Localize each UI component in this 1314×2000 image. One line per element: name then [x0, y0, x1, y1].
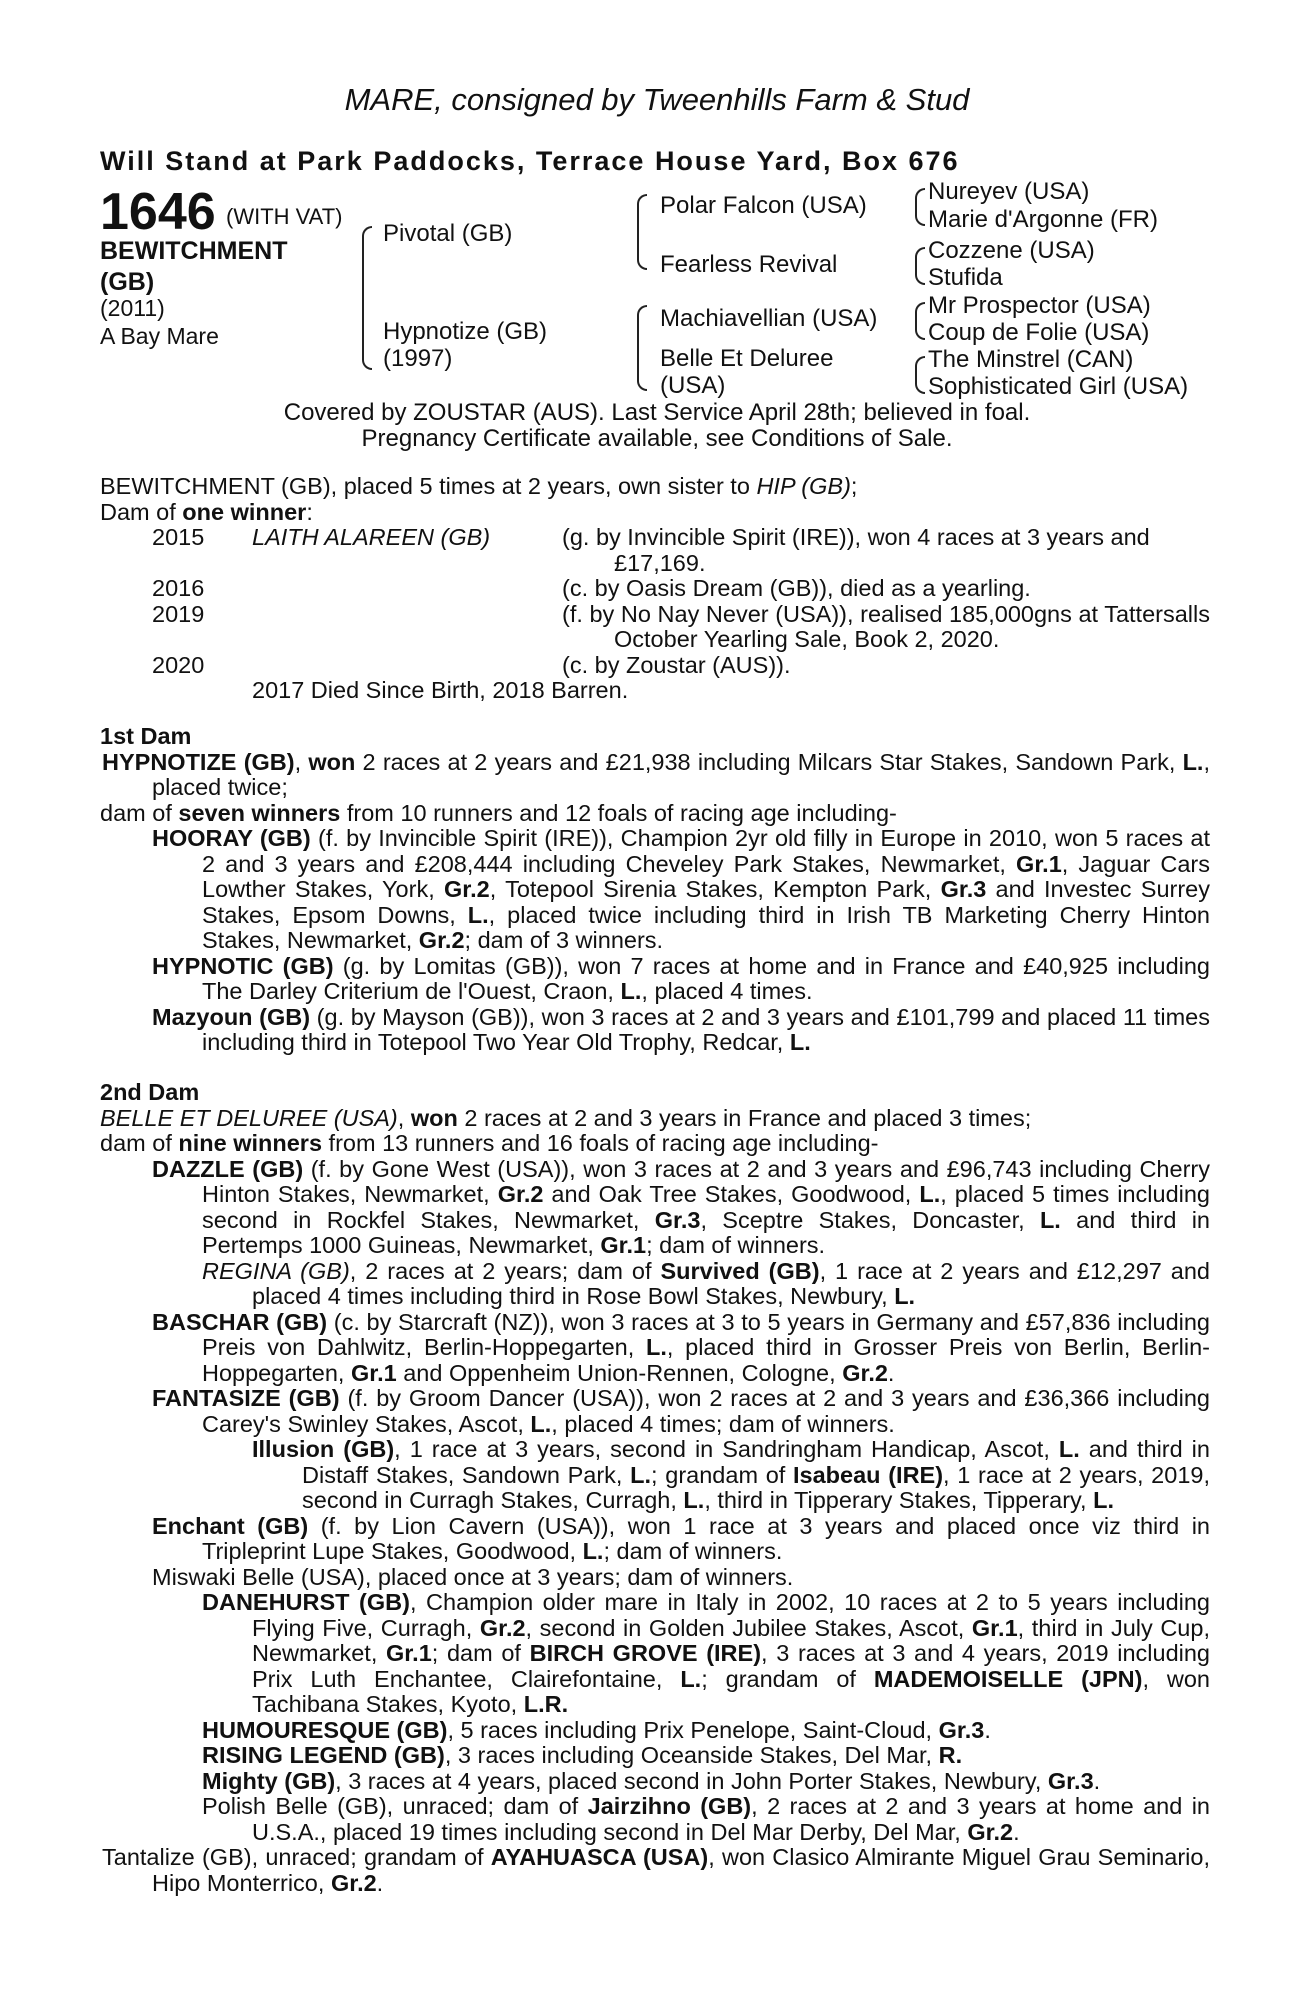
ped-ssd: Marie d'Argonne (FR)	[928, 206, 1158, 233]
progeny-row: 2015 LAITH ALAREEN (GB) (g. by Invincible Spirit (IRE)), won 4 races at 3 years and £17,169.	[152, 524, 1150, 576]
ped-sds: Cozzene (USA)	[928, 237, 1095, 264]
progeny-regina: REGINA (GB), 2 races at 2 years; dam of Survived (GB), 1 race at 2 years and £12,297 and placed 4 times including third in Rose Bowl Stakes, Newbury, L.	[202, 1257, 1210, 1309]
progeny-dazzle: DAZZLE (GB) (f. by Gone West (USA)), won 3 races at 2 and 3 years and £96,743 including Cherry Hinton Stakes, Newmarket, Gr.2 and Oak Tree Stakes, Goodwood, L., placed 5 times including second in Rockfel Stakes, Newmarket, Gr.3, Sceptre Stakes, Doncaster, L. and third in Pertemps 1000 Guineas, Newmarket, Gr.1; dam of winners.	[152, 1155, 1211, 1258]
first-dam-record: HYPNOTIZE (GB), won 2 races at 2 years and £21,938 including Milcars Star Stakes, Sandown Park, L., placed twice;	[102, 748, 1210, 800]
bracket-dd	[915, 356, 925, 394]
second-dam-section	[100, 1080, 1210, 1896]
second-dam-produce: dam of nine winners from 13 runners and 16 foals of racing age including-	[100, 1130, 879, 1156]
bracket-sire	[637, 194, 647, 270]
ped-sdd: Stufida	[928, 264, 1003, 291]
first-dam-produce: dam of seven winners from 10 runners and 12 foals of racing age including-	[100, 799, 897, 826]
bracket-main	[362, 226, 372, 370]
progeny-mazyoun: Mazyoun (GB) (g. by Mayson (GB)), won 3 races at 2 and 3 years and £101,799 and placed 11 times including third in Totepool Two Year Old Trophy, Redcar, L.	[152, 1003, 1210, 1055]
first-dam-section	[100, 724, 1210, 1056]
vat-note: (WITH VAT)	[226, 204, 343, 229]
dam-of-line: Dam of one winner:	[100, 498, 313, 525]
horse-year: (2011)	[100, 295, 165, 321]
second-dam-heading: 2nd Dam	[100, 1079, 200, 1105]
progeny-hooray: HOORAY (GB) (f. by Invincible Spirit (IRE)), Champion 2yr old filly in Europe in 2010, won 5 races at 2 and 3 years and £208,444 including Cheveley Park Stakes, Newmarket, Gr.1, Jaguar Cars Lowther Stakes, York, Gr.2, Totepool Sirenia Stakes, Kempton Park, Gr.3 and Investec Surrey Stakes, Epsom Downs, L., placed twice including third in Irish TB Marketing Cherry Hinton Stakes, Newmarket, Gr.2; dam of 3 winners.	[152, 825, 1211, 953]
progeny-miswaki-belle: Miswaki Belle (USA), placed once at 3 years; dam of winners.	[152, 1563, 794, 1590]
ped-dam-year: (1997)	[383, 345, 453, 372]
progeny-mighty: Mighty (GB), 3 races at 4 years, placed second in John Porter Stakes, Newbury, Gr.3.	[202, 1767, 1101, 1794]
intro-line: BEWITCHMENT (GB), placed 5 times at 2 years, own sister to HIP (GB);	[100, 473, 858, 499]
ped-ds: Machiavellian (USA)	[660, 305, 878, 332]
progeny-danehurst: DANEHURST (GB), Champion older mare in Italy in 2002, 10 races at 2 to 5 years including Flying Five, Curragh, Gr.2, second in Golden Jubilee Stakes, Ascot, Gr.1, third in July Cup, Newmarket, Gr.1; dam of BIRCH GROVE (IRE), 3 races at 3 and 4 years, 2019 including Prix Luth Enchantee, Clairefontaine, L.; grandam of MADEMOISELLE (JPN), won Tachibana Stakes, Kyoto, L.R.	[202, 1589, 1210, 1717]
progeny-enchant: Enchant (GB) (f. by Lion Cavern (USA)), won 1 race at 3 years and placed once viz third in Tripleprint Lupe Stakes, Goodwood, L.; dam of winners.	[152, 1512, 1210, 1564]
progeny-hypnotic: HYPNOTIC (GB) (g. by Lomitas (GB)), won 7 races at home and in France and £40,925 including The Darley Criterium de l'Ouest, Craon, L., placed 4 times.	[152, 952, 1210, 1004]
produce-record	[100, 474, 1210, 704]
bracket-sd	[915, 247, 925, 285]
progeny-rising-legend: RISING LEGEND (GB), 3 races including Oceanside Stakes, Del Mar, R.	[202, 1742, 963, 1768]
horse-name: BEWITCHMENT (GB)	[100, 237, 288, 296]
progeny-polish-belle: Polish Belle (GB), unraced; dam of Jairzihno (GB), 2 races at 2 and 3 years at home and in U.S.A., placed 19 times including second in Del Mar Derby, Del Mar, Gr.2.	[202, 1793, 1211, 1845]
covering-note: Covered by ZOUSTAR (AUS). Last Service April 28th; believed in foal. Pregnancy Certificate available, see Conditions of Sale.	[283, 399, 1031, 452]
progeny-row: 2020 (c. by Zoustar (AUS)).	[152, 651, 791, 678]
ped-sd: Fearless Revival	[660, 251, 838, 278]
stand-location: Will Stand at Park Paddocks, Terrace House Yard, Box 676	[100, 146, 960, 176]
progeny-fantasize: FANTASIZE (GB) (f. by Groom Dancer (USA)), won 2 races at 2 and 3 years and £36,366 including Carey's Swinley Stakes, Ascot, L., placed 4 times; dam of winners.	[152, 1385, 1211, 1437]
bracket-dam	[637, 305, 647, 391]
second-dam-record: BELLE ET DELUREE (USA), won 2 races at 2 and 3 years in France and placed 3 times;	[100, 1104, 1032, 1131]
ped-ss: Polar Falcon (USA)	[660, 192, 867, 219]
progeny-baschar: BASCHAR (GB) (c. by Starcraft (NZ)), won 3 races at 3 to 5 years in Germany and £57,836 including Preis von Dahlwitz, Berlin-Hoppegarten, L., placed third in Grosser Preis von Berlin, Berlin-Hoppegarten, Gr.1 and Oppenheim Union-Rennen, Cologne, Gr.2.	[152, 1308, 1211, 1386]
progeny-tantalize: Tantalize (GB), unraced; grandam of AYAHUASCA (USA), won Clasico Almirante Miguel Grau Seminario, Hipo Monterrico, Gr.2.	[102, 1844, 1210, 1896]
page-title: MARE, consigned by Tweenhills Farm & Stud	[344, 82, 970, 117]
ped-sss: Nureyev (USA)	[928, 178, 1090, 205]
bracket-ds	[915, 302, 925, 340]
progeny-illusion: Illusion (GB), 1 race at 3 years, second in Sandringham Handicap, Ascot, L. and third in Distaff Stakes, Sandown Park, L.; grandam of Isabeau (IRE), 1 race at 2 years, 2019, second in Curragh Stakes, Curragh, L., third in Tipperary Stakes, Tipperary, L.	[252, 1436, 1210, 1513]
progeny-note: 2017 Died Since Birth, 2018 Barren.	[252, 677, 629, 703]
ped-dss: Mr Prospector (USA)	[928, 292, 1151, 319]
ped-ddd: Sophisticated Girl (USA)	[928, 373, 1189, 400]
ped-dsd: Coup de Folie (USA)	[928, 319, 1150, 346]
ped-dd-2: (USA)	[660, 372, 726, 399]
horse-details	[100, 294, 219, 350]
bracket-ss	[915, 188, 925, 226]
ped-dds: The Minstrel (CAN)	[928, 346, 1134, 373]
progeny-row: 2016 (c. by Oasis Dream (GB)), died as a yearling.	[152, 575, 1031, 601]
first-dam-heading: 1st Dam	[100, 723, 192, 749]
ped-dam: Hypnotize (GB)	[383, 318, 548, 345]
ped-dd-1: Belle Et Deluree	[660, 345, 834, 372]
progeny-row: 2019 (f. by No Nay Never (USA)), realised 185,000gns at Tattersalls October Yearling Sale, Book 2, 2020.	[152, 600, 1210, 652]
lot-number: 1646	[100, 183, 216, 241]
progeny-humouresque: HUMOURESQUE (GB), 5 races including Prix Penelope, Saint-Cloud, Gr.3.	[202, 1716, 991, 1743]
ped-sire: Pivotal (GB)	[383, 220, 513, 247]
horse-description: A Bay Mare	[100, 323, 219, 349]
